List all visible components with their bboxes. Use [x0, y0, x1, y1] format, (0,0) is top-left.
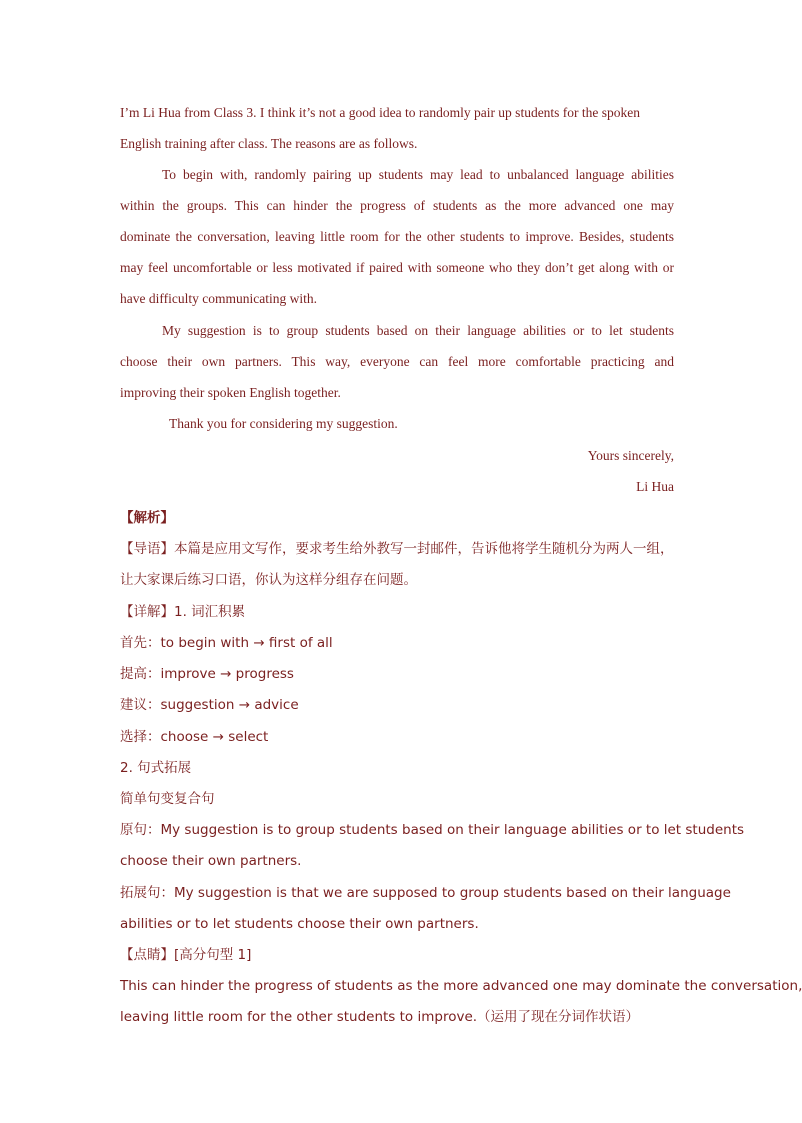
para2-line-2: choose their own partners. This way, everyone can feel more comfortable practicing and [120, 354, 674, 369]
para1-line-4: may feel uncomfortable or less motivated if paired with someone who they don’t get along with or [120, 260, 674, 275]
para1-line-5: have difficulty communicating with. [120, 291, 317, 306]
expanded-line-1: 拓展句：My suggestion is that we are supposed to group students based on their language [120, 885, 731, 901]
intro-line-2: English training after class. The reasons are as follows. [120, 136, 418, 151]
vocab-item-2: 提高：improve → progress [120, 666, 294, 682]
para1-line-3: dominate the conversation, leaving little room for the other students to improve. Besides, students [120, 229, 674, 244]
dianjing-heading: 【点睛】[高分句型 1] [120, 947, 252, 963]
vocab-item-3: 建议：suggestion → advice [120, 697, 299, 713]
expanded-line-2: abilities or to let students choose their own partners. [120, 916, 479, 932]
para1-line-1: To begin with, randomly pairing up students may lead to unbalanced language abilities [162, 167, 674, 182]
signature-line: Li Hua [636, 479, 674, 494]
intro-line-1: I’m Li Hua from Class 3. I think it’s not a good idea to randomly pair up students for the spoken [120, 105, 641, 120]
para2-line-3: improving their spoken English together. [120, 385, 341, 400]
example-line-2: leaving little room for the other students to improve.（运用了现在分词作状语） [120, 1009, 640, 1025]
section2-heading: 2. 句式拓展 [120, 760, 192, 776]
vocab-item-4: 选择：choose → select [120, 729, 269, 745]
sub-heading: 简单句变复合句 [120, 791, 215, 807]
example-line-1: This can hinder the progress of students as the more advanced one may dominate the conversation, [120, 978, 802, 994]
thanks-line: Thank you for considering my suggestion. [169, 416, 398, 431]
guide-line-2: 让大家课后练习口语，你认为这样分组存在问题。 [120, 572, 417, 588]
original-line-1: 原句：My suggestion is to group students based on their language abilities or to let students [120, 822, 745, 838]
original-line-2: choose their own partners. [120, 853, 302, 869]
guide-line-1: 【导语】本篇是应用文写作，要求考生给外教写一封邮件，告诉他将学生随机分为两人一组， [120, 541, 674, 557]
para2-line-1: My suggestion is to group students based on their language abilities or to let students [162, 323, 674, 338]
vocab-item-1: 首先：to begin with → first of all [120, 635, 333, 651]
detail-heading: 【详解】1. 词汇积累 [120, 604, 246, 620]
para1-line-2: within the groups. This can hinder the progress of students as the more advanced one may [120, 198, 674, 213]
closing-line: Yours sincerely, [587, 448, 674, 463]
analysis-heading: 【解析】 [120, 510, 174, 526]
